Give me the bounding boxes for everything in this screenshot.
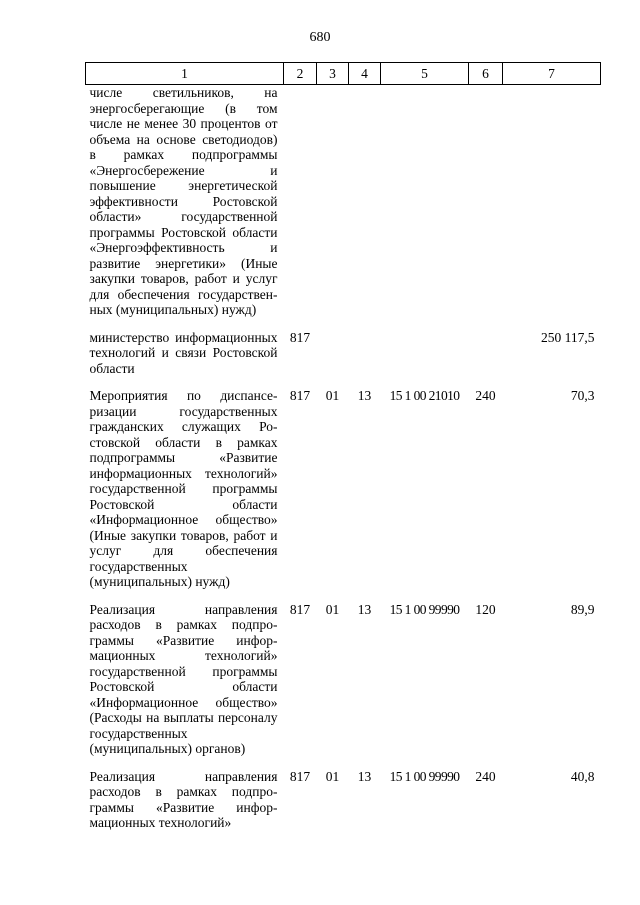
row-subsection [349,330,381,389]
column-header: 3 [317,63,349,85]
row-ministry: 817 [289,768,311,784]
row-description: Реализация направления расходов в рамках подпрограммы «Развитие информационных технологий» государственной программы Ростовской области «Информационное общество» (Расходы на выплаты персоналу государственных (муниципальных) органов) [89,601,278,756]
row-amount: 70,3 [570,388,595,403]
column-number-row [86,63,601,85]
row-amount: 40,8 [570,768,595,784]
column-header: 2 [284,63,317,85]
row-subsection: 13 [357,601,372,617]
row-target-code: 15 1 00 21010 [389,388,460,403]
row-subsection: 13 [357,768,372,784]
row-expense-type: 120 [475,601,496,617]
row-amount [503,85,601,330]
row-amount: 89,9 [570,601,595,617]
budget-table [85,62,601,843]
column-header: 1 [86,63,284,85]
row-expense-type: 240 [475,388,496,403]
table-row [86,388,601,602]
row-expense-type [469,330,503,389]
row-target-code: 15 1 00 99990 [389,768,460,784]
table-row [86,769,601,843]
row-amount: 250 117,5 [541,329,595,345]
row-subsection: 13 [357,388,372,403]
row-expense-type [469,85,503,330]
column-header: 7 [503,63,601,85]
row-section: 01 [325,768,340,784]
row-section [317,85,349,330]
row-description: числе светильников, на энергосберегающие (в том числе не менее 30 процентов от объема на основе светодиодов) в рамках подпрограммы «Энергосбережение и повышение энергетической эффективности Ростовской области» государственной программы Ростовской области «Энергоэффективность и развитие энергетики» (Иные закупки товаров, работ и услуг для обеспечения государственных (муниципальных) нужд) [89,85,278,317]
row-expense-type: 240 [475,768,496,784]
column-header: 6 [469,63,503,85]
table-row [86,330,601,389]
column-header: 5 [381,63,469,85]
row-ministry: 817 [289,388,311,403]
row-description: Мероприятия по диспансеризации государственных гражданских служащих Ростовской области в рамках подпрограммы «Развитие информационных технологий» государственной программы Ростовской области «Информационное общество» (Иные закупки товаров, работ и услуг для обеспечения государственных (муниципальных) нужд) [89,388,278,589]
row-description: министерство информационных технологий и связи Ростовской области [89,329,278,376]
row-target-code [381,85,469,330]
row-description: Реализация направления расходов в рамках подпрограммы «Развитие информационных технологий» [89,768,278,830]
column-header: 4 [349,63,381,85]
row-ministry: 817 [289,329,311,345]
row-section [317,330,349,389]
row-section: 01 [325,601,340,617]
page-number: 680 [309,30,331,45]
row-ministry: 817 [289,601,311,617]
table-row [86,85,601,330]
table-row [86,602,601,769]
row-section: 01 [325,388,340,403]
row-subsection [349,85,381,330]
row-ministry [284,85,317,330]
row-target-code [381,330,469,389]
row-target-code: 15 1 00 99990 [389,601,460,617]
